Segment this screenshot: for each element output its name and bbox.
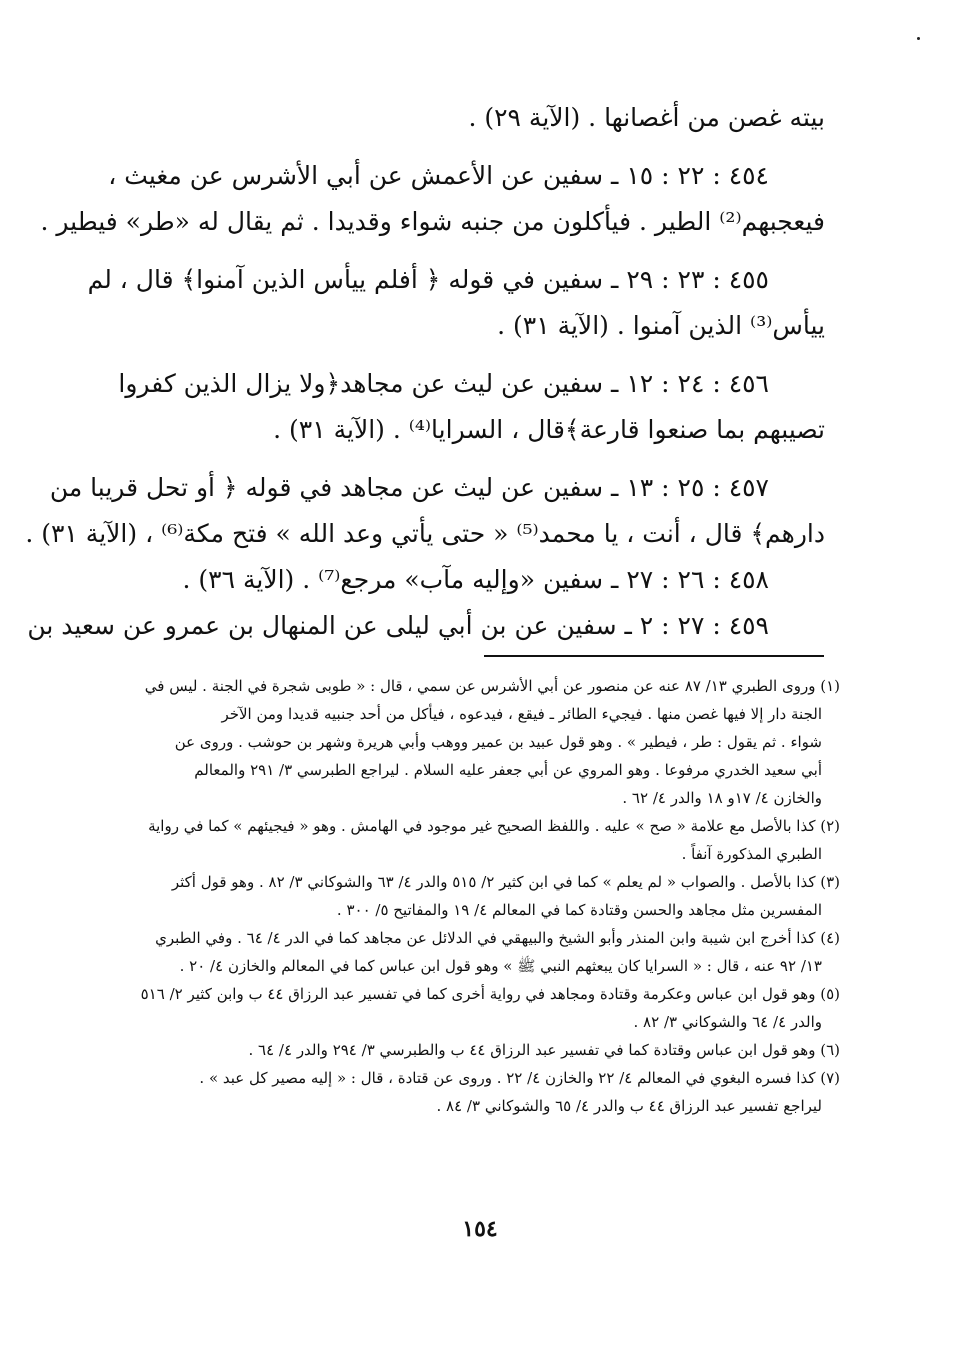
entry-458-line-1: ٤٥٨ : ٢٦ : ٢٧ ـ سفين «وإليه مآب» مرجع⁽⁷⁾ . (الآية ٣٦) . <box>182 565 769 594</box>
footnote-6-line-1: (٦) وهو قول ابن عباس وقتادة كما في تفسير عبد الرزاق ٤٤ ب والطبرسي ٣/ ٢٩٤ والدر ٤/ ٦٤ . <box>248 1041 840 1059</box>
entry-454-line-2: فيعجبهم⁽²⁾ الطير . فيأكلون من جنبه شواء وقديدا . ثم يقال له «طر» فيطير . <box>40 207 825 236</box>
footnote-5-line-1: (٥) وهو قول ابن عباس وعكرمة وقتادة ومجاهد في رواية أخرى كما في تفسير عبد الرزاق ٤٤ ب وابن كثير ٢/ ٥١٦ <box>140 985 840 1003</box>
footnote-4-line-2: ١٣/ ٩٢ عنه ، قال : « السرايا كان يبعثهم النبي ﷺ » وهو قول ابن عباس كما في المعالم والخازن ٤/ ٢٠ . <box>179 957 822 975</box>
entry-457-line-1: ٤٥٧ : ٢٥ : ١٣ ـ سفين عن ليث عن مجاهد في قوله ﴿ أو تحل قريبا من <box>49 473 769 502</box>
footnote-7-line-2: ليراجع تفسير عبد الرزاق ٤٤ ب والدر ٤/ ٦٥ والشوكاني ٣/ ٨٤ . <box>436 1097 822 1115</box>
scan-speck <box>917 37 920 40</box>
footnote-3-line-1: (٣) كذا بالأصل . والصواب « لم يعلم » كما في ابن كثير ٢/ ٥١٥ والدر ٤/ ٦٣ والشوكاني ٣/ ٨٢ . وهو قول أكثر <box>171 873 840 891</box>
text-line: بيته غصن من أغصانها . (الآية ٢٩) . <box>468 103 825 132</box>
entry-455-line-1: ٤٥٥ : ٢٣ : ٢٩ ـ سفين في قوله ﴿ أفلم ييأس الذين آمنوا﴾ قال ، لم <box>87 265 769 294</box>
entry-459-line-1: ٤٥٩ : ٢٧ : ٢ ـ سفين عن بن أبي ليلى عن المنهال بن عمرو عن سعيد بن <box>27 611 769 640</box>
footnote-2-line-2: الطبري المذكورة آنفاً . <box>681 845 822 863</box>
footnote-1-line-5: والخازن ٤/ ١٧و ١٨ والدر ٤/ ٦٢ . <box>622 789 822 807</box>
footnote-7-line-1: (٧) كذا فسره البغوي في المعالم ٤/ ٢٢ والخازن ٤/ ٢٢ . وروى عن قتادة ، قال : « إليه مصير كل عبد » . <box>199 1069 840 1087</box>
footnote-1-line-3: شواء . ثم يقول : طر ، فيطير » . وهو قول عبيد بن عمير ووهب وأبي هريرة وشهر بن حوشب . وروى عن <box>174 733 822 751</box>
footnote-5-line-2: والدر ٤/ ٦٤ والشوكاني ٣/ ٨٢ . <box>633 1013 822 1031</box>
entry-454-line-1: ٤٥٤ : ٢٢ : ١٥ ـ سفين عن الأعمش عن أبي الأشرس عن مغيث ، <box>108 161 769 190</box>
footnote-divider <box>484 655 824 657</box>
entry-456-line-1: ٤٥٦ : ٢٤ : ١٢ ـ سفين عن ليث عن مجاهد﴿ولا يزال الذين كفروا <box>118 369 769 398</box>
footnote-1-line-2: الجنة دار إلا فيها غصن منها . فيجيء الطائر ـ فيقع ، فيدعوه ، فيأكل من أحد جنبيه قديدا ومن الآخر <box>221 705 822 723</box>
footnote-3-line-2: المفسرين مثل مجاهد والحسن وقتادة كما في المعالم ٤/ ١٩ والمفاتيح ٥/ ٣٠٠ . <box>336 901 822 919</box>
footnotes <box>140 672 840 1120</box>
main-text <box>25 95 825 649</box>
page-number: ١٥٤ <box>462 1216 498 1242</box>
entry-455-line-2: ييأس⁽³⁾ الذين آمنوا . (الآية ٣١) . <box>497 311 825 340</box>
footnote-4-line-1: (٤) كذا أخرج ابن شيبة وابن المنذر وأبو الشيخ والبيهقي في الدلائل عن مجاهد كما في الدر ٤/ ٦٤ . وفي الطبري <box>155 929 840 947</box>
footnote-1-line-1: (١) وروى الطبري ١٣/ ٨٧ عنه عن منصور عن أبي الأشرس عن سمي ، قال : « طوبى شجرة في الجنة . ليس في <box>144 677 840 695</box>
footnote-1-line-4: أبي سعيد الخدري مرفوعا . وهو المروي عن أبي جعفر عليه السلام . ليراجع الطبرسي ٣/ ٢٩١ والمعالم <box>194 761 822 779</box>
entry-457-line-2: دارهم﴾ قال ، أنت ، يا محمد⁽⁵⁾ « حتى يأتي وعد الله » فتح مكة⁽⁶⁾ ، (الآية ٣١) . <box>25 519 825 548</box>
entry-456-line-2: تصيبهم بما صنعوا قارعة﴾قال ، السرايا⁽⁴⁾ . (الآية ٣١) . <box>273 415 825 444</box>
footnote-2-line-1: (٢) كذا بالأصل مع علامة « صح » عليه . واللفظ الصحيح غير موجود في الهامش . وهو « فيجيئهم » كما في رواية <box>148 817 840 835</box>
